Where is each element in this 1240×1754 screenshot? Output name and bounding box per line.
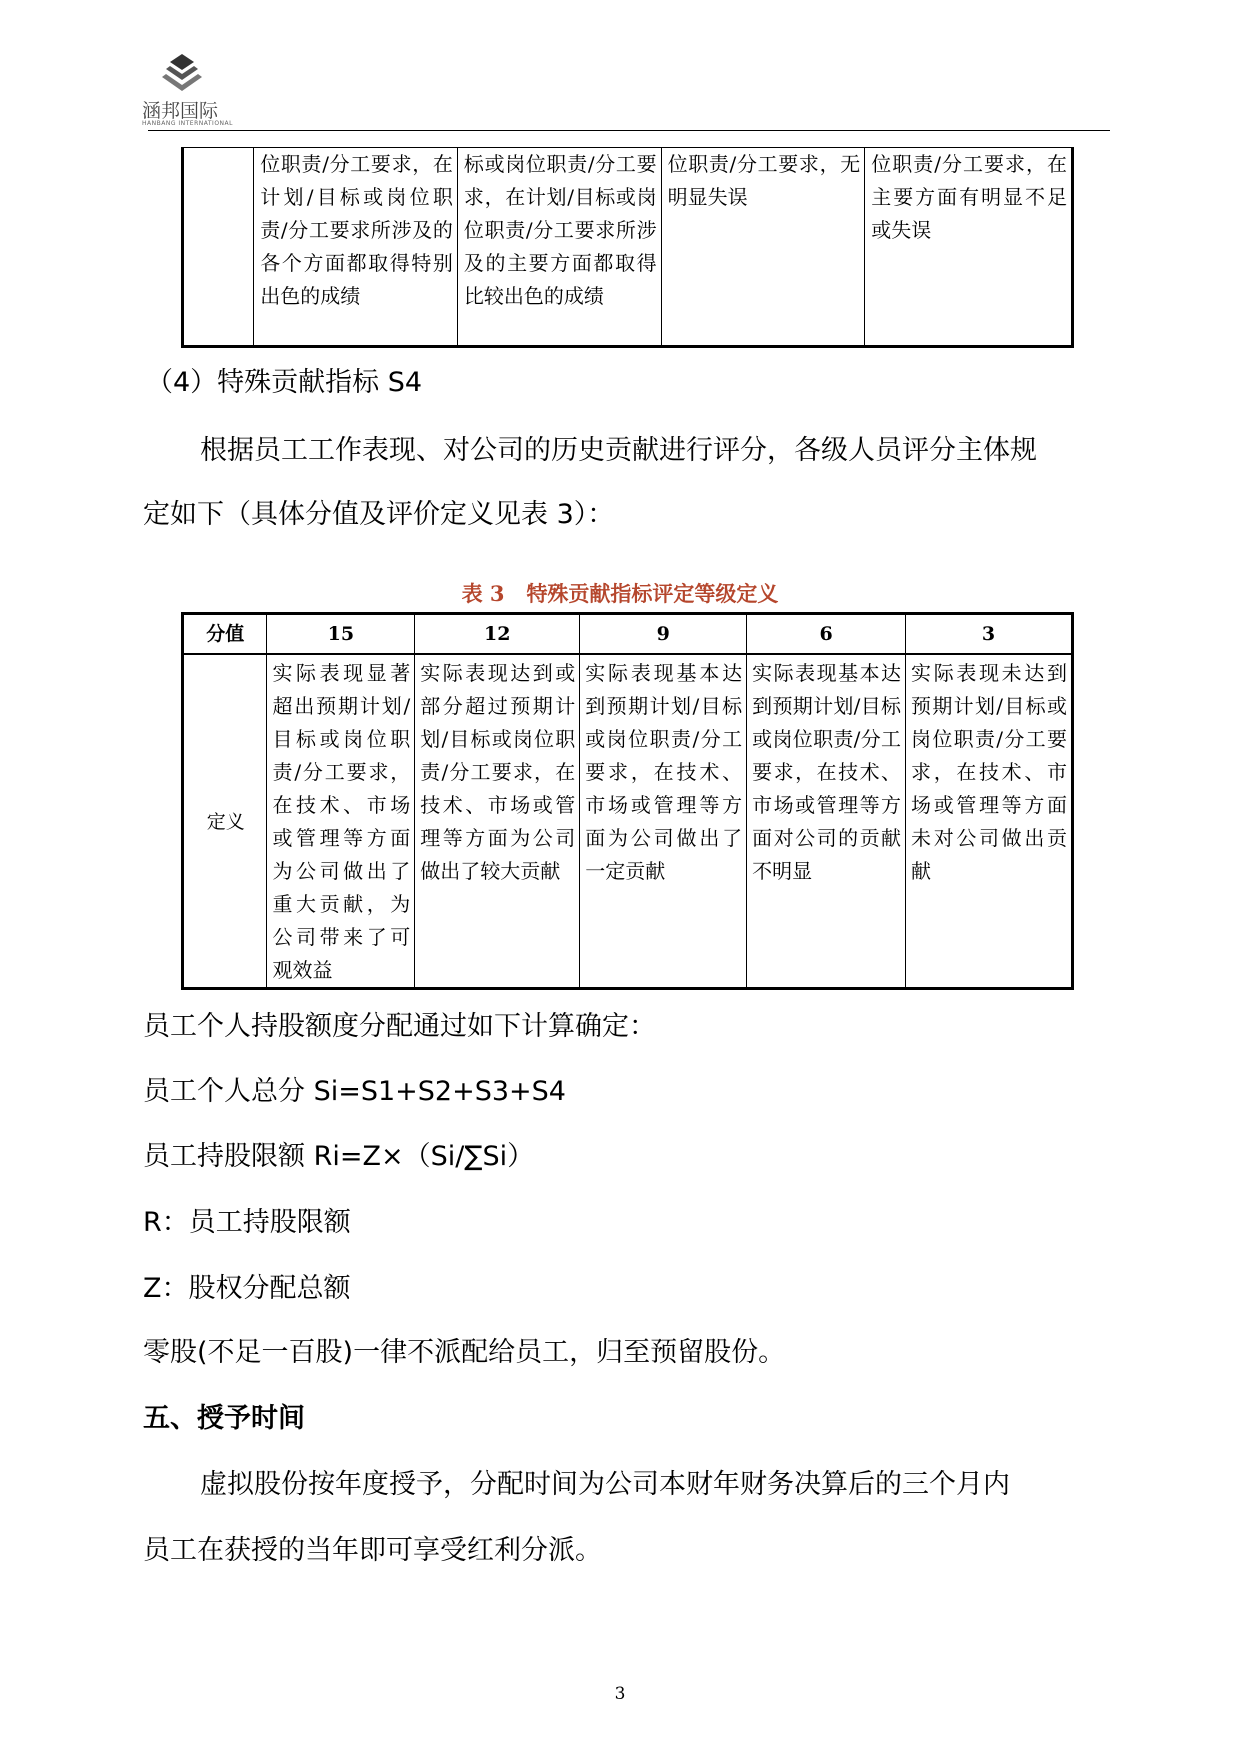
- table-row: [183, 654, 1073, 989]
- table-header-cell: 15: [267, 614, 415, 655]
- formula-total-score: 员工个人总分 Si=S1+S2+S3+S4: [143, 1076, 566, 1107]
- table-header-cell: 分值: [183, 614, 267, 655]
- table-cell: 实际表现达到或部分超过预期计划/目标或岗位职责/分工要求，在技术、市场或管理等方面为公司做出了较大贡献: [415, 654, 580, 989]
- table-cell: 实际表现基本达到预期计划/目标或岗位职责/分工要求，在技术、市场或管理等方面为公司做出了一定贡献: [580, 654, 747, 989]
- section5-line-1: 虚拟股份按年度授予，分配时间为公司本财年财务决算后的三个月内: [200, 1469, 1010, 1500]
- table-cell: 位职责/分工要求，在计划/目标或岗位职责/分工要求所涉及的各个方面都取得特别出色的成绩: [254, 148, 458, 347]
- table-cell: 实际表现未达到预期计划/目标或岗位职责/分工要求，在技术、市场或管理等方面未对公司做出贡献: [906, 654, 1073, 989]
- formula-intro: 员工个人持股额度分配通过如下计算确定：: [143, 1011, 656, 1042]
- table-row: [183, 148, 1073, 347]
- logo-english-text: HANBANG INTERNATIONAL: [142, 120, 233, 127]
- logo-mark-icon: [158, 52, 206, 100]
- continued-table: [181, 147, 1074, 348]
- table3-caption-title: 特殊贡献指标评定等级定义: [526, 581, 779, 606]
- logo-chinese-text: 涵邦国际: [142, 100, 219, 122]
- table3-caption-number: 表 3: [461, 581, 505, 606]
- intro-line-1: 根据员工工作表现、对公司的历史贡献进行评分，各级人员评分主体规: [200, 435, 1037, 466]
- definition-z: Z：股权分配总额: [143, 1273, 351, 1304]
- table-cell: 实际表现显著超出预期计划/目标或岗位职责/分工要求，在技术、市场或管理等方面为公司做出了重大贡献，为公司带来了可观效益: [267, 654, 415, 989]
- table-cell: 标或岗位职责/分工要求，在计划/目标或岗位职责/分工要求所涉及的主要方面都取得比较出色的成绩: [457, 148, 661, 347]
- header-divider: [148, 130, 1110, 131]
- table-cell: 实际表现基本达到预期计划/目标或岗位职责/分工要求，在技术、市场或管理等方面对公司的贡献不明显: [747, 654, 906, 989]
- table-header-cell: 6: [747, 614, 906, 655]
- row-label: 定义: [183, 654, 267, 989]
- special-contribution-table: [181, 612, 1074, 990]
- table-header-cell: 12: [415, 614, 580, 655]
- table-cell: [183, 148, 254, 347]
- table-header-cell: 3: [906, 614, 1073, 655]
- table-header-cell: 9: [580, 614, 747, 655]
- table-header-row: [183, 614, 1073, 655]
- intro-line-2: 定如下（具体分值及评价定义见表 3）：: [143, 499, 615, 530]
- definition-r: R：员工持股限额: [143, 1207, 351, 1238]
- page-number: 3: [614, 1684, 626, 1704]
- section5-heading: 五、授予时间: [143, 1403, 305, 1434]
- table-cell: 位职责/分工要求，在主要方面有明显不足或失误: [865, 148, 1073, 347]
- section4-heading: （4）特殊贡献指标 S4: [146, 367, 423, 398]
- section5-line-2: 员工在获授的当年即可享受红利分派。: [143, 1535, 602, 1566]
- table3-caption: [0, 578, 1240, 608]
- odd-lot-rule: 零股(不足一百股)一律不派配给员工，归至预留股份。: [143, 1337, 786, 1368]
- company-logo: [136, 52, 233, 128]
- formula-limit: 员工持股限额 Ri=Z×（Si/∑Si）: [143, 1141, 535, 1172]
- table-cell: 位职责/分工要求，无明显失误: [661, 148, 865, 347]
